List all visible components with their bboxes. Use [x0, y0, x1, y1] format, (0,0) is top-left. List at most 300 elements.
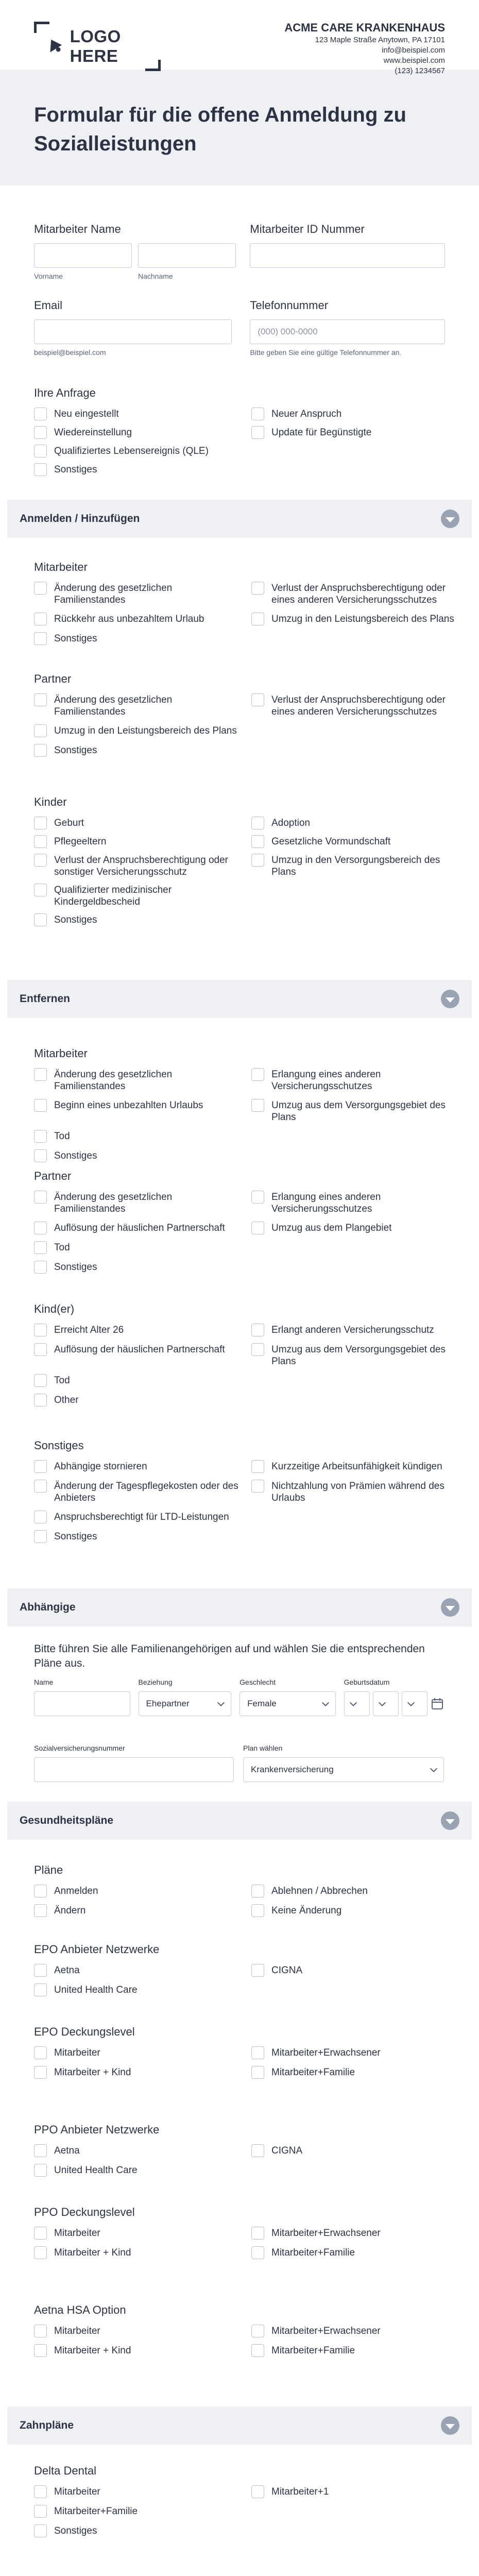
checkbox-label: Aetna	[54, 2145, 80, 2156]
checkbox[interactable]	[251, 2046, 264, 2059]
empty-cell	[251, 2525, 458, 2537]
checkbox-option[interactable]	[34, 445, 241, 457]
checkbox-option[interactable]	[34, 817, 241, 829]
empty-cell	[251, 1375, 458, 1387]
col-gender: Geschlecht	[239, 1678, 276, 1686]
email-sub: beispiel@beispiel.com	[34, 348, 106, 357]
checkbox-option[interactable]	[34, 427, 241, 439]
checkbox-label: Umzug aus dem Versorgungsgebiet des Plans	[271, 1344, 446, 1367]
empty-cell	[251, 633, 458, 645]
checkbox-label: United Health Care	[54, 2165, 138, 2176]
hsa-section	[0, 2303, 479, 2406]
add-partner-label: Partner	[34, 672, 72, 685]
checkbox-option[interactable]	[251, 2345, 458, 2357]
checkbox[interactable]	[251, 1099, 264, 1112]
empty-cell	[251, 1394, 458, 1406]
checkbox[interactable]	[251, 693, 264, 706]
checkbox[interactable]	[251, 817, 264, 829]
checkbox-option[interactable]	[251, 1885, 458, 1897]
band-health[interactable]	[7, 1802, 472, 1840]
checkbox-label: Änderung des gesetzlichen Familienstandes	[54, 1069, 173, 1092]
checkbox[interactable]	[34, 2505, 47, 2518]
checkbox-option[interactable]	[34, 2505, 241, 2518]
checkbox[interactable]	[34, 913, 47, 926]
col-plan: Plan wählen	[243, 1744, 283, 1752]
checkbox-option[interactable]	[251, 1069, 458, 1092]
checkbox-option[interactable]	[34, 1375, 241, 1387]
checkbox-label: Umzug in den Versorgungsbereich des Plans	[271, 855, 440, 877]
checkbox[interactable]	[251, 835, 264, 848]
title-band	[0, 70, 479, 185]
checkbox-option[interactable]	[34, 2247, 241, 2259]
page-title: Formular für die offene Anmeldung zu Sozialleistungen	[34, 104, 406, 155]
checkbox[interactable]	[251, 854, 264, 867]
checkbox[interactable]	[34, 2164, 47, 2177]
checkbox[interactable]	[251, 613, 264, 625]
checkbox-label: Sonstiges	[54, 1262, 97, 1273]
checkbox-option[interactable]	[34, 464, 241, 476]
checkbox-option[interactable]	[34, 1531, 241, 1543]
checkbox-option[interactable]	[251, 582, 458, 606]
checkbox[interactable]	[251, 1222, 264, 1234]
epo-level-options	[34, 2047, 445, 2079]
checkbox-option[interactable]	[34, 2345, 241, 2357]
chevron-down-icon[interactable]	[441, 2416, 459, 2435]
first-name-input[interactable]	[34, 243, 132, 268]
checkbox-option[interactable]	[34, 582, 241, 606]
empty-cell	[251, 2164, 458, 2177]
checkbox-label: Mitarbeiter+Erwachsener	[271, 2047, 381, 2058]
checkbox-option[interactable]	[34, 1069, 241, 1092]
checkbox[interactable]	[251, 2246, 264, 2259]
checkbox[interactable]	[251, 1885, 264, 1897]
checkbox-label: Änderung des gesetzlichen Familienstandes	[54, 694, 173, 717]
col-relation: Beziehung	[138, 1678, 173, 1686]
checkbox[interactable]	[34, 835, 47, 848]
phone-sub: Bitte geben Sie eine gültige Telefonnummer an.	[250, 348, 402, 357]
checkbox-label: Tod	[54, 1375, 70, 1386]
checkbox[interactable]	[251, 1480, 264, 1493]
empty-cell	[251, 914, 458, 926]
checkbox-option[interactable]	[251, 2047, 458, 2059]
checkbox-label: Neu eingestellt	[54, 409, 119, 419]
checkbox-option[interactable]	[251, 2145, 458, 2157]
checkbox-option[interactable]	[34, 2525, 241, 2537]
band-health-title: Gesundheitspläne	[20, 1815, 114, 1826]
checkbox[interactable]	[34, 693, 47, 706]
checkbox-label: Rückkehr aus unbezahltem Urlaub	[54, 614, 204, 624]
checkbox[interactable]	[251, 426, 264, 439]
checkbox[interactable]	[34, 1324, 47, 1336]
checkbox[interactable]	[251, 1324, 264, 1336]
empty-cell	[251, 725, 458, 737]
checkbox-option[interactable]	[34, 854, 241, 878]
company-phone: (123) 1234567	[395, 66, 445, 75]
checkbox[interactable]	[251, 2066, 264, 2079]
checkbox-label: Nichtzahlung von Prämien während des Urlaubs	[271, 1481, 444, 1503]
chevron-down-icon[interactable]	[441, 990, 459, 1008]
checkbox-label: Mitarbeiter+1	[271, 2486, 329, 2497]
checkbox[interactable]	[34, 817, 47, 829]
checkbox-label: Qualifizierter medizinischer Kindergeldbescheid	[54, 885, 172, 907]
dependents-intro: Bitte führen Sie alle Familienangehörigen auf und wählen Sie die entsprechenden Pläne aus.	[34, 1643, 425, 1669]
checkbox-option[interactable]	[251, 2247, 458, 2259]
checkbox[interactable]	[34, 1191, 47, 1204]
checkbox-option[interactable]	[34, 2227, 241, 2240]
checkbox-option[interactable]	[251, 427, 458, 439]
empty-cell	[251, 1511, 458, 1523]
dob-day-select[interactable]	[373, 1691, 399, 1716]
checkbox-label: Erlangt anderen Versicherungsschutz	[271, 1325, 434, 1335]
dob-month-select[interactable]	[344, 1691, 370, 1716]
checkbox-option[interactable]	[251, 694, 458, 718]
checkbox-option[interactable]	[34, 2325, 241, 2337]
plans-options	[34, 1885, 445, 1917]
empty-cell	[251, 1242, 458, 1254]
dep-plan-select[interactable]	[243, 1757, 444, 1782]
delta-options	[34, 2486, 445, 2537]
checkbox-label: Wiedereinstellung	[54, 427, 132, 438]
checkbox-option[interactable]	[34, 2047, 241, 2059]
add-employee-section	[0, 538, 479, 664]
checkbox[interactable]	[34, 1374, 47, 1387]
checkbox[interactable]	[251, 2144, 264, 2157]
calendar-icon[interactable]	[431, 1697, 444, 1710]
checkbox-label: Umzug aus dem Plangebiet	[271, 1223, 392, 1233]
checkbox[interactable]	[34, 445, 47, 457]
checkbox[interactable]	[34, 1261, 47, 1274]
checkbox[interactable]	[34, 426, 47, 439]
checkbox-option[interactable]	[251, 1461, 458, 1473]
checkbox[interactable]	[34, 1149, 47, 1162]
checkbox-option[interactable]	[34, 1984, 241, 1996]
first-name-sub: Vorname	[34, 272, 63, 280]
col-name: Name	[34, 1678, 54, 1686]
company-address: 123 Maple Straße Anytown, PA 17101	[315, 36, 445, 44]
empty-cell	[251, 1261, 458, 1274]
checkbox-label: Verlust der Anspruchsberechtigung oder sonstiger Versicherungsschutz	[54, 855, 228, 877]
checkbox-label: Beginn eines unbezahlten Urlaubs	[54, 1100, 203, 1111]
checkbox[interactable]	[34, 1480, 47, 1493]
remove-other-options	[34, 1461, 445, 1543]
checkbox[interactable]	[34, 463, 47, 476]
checkbox-label: Tod	[54, 1131, 70, 1142]
checkbox-option[interactable]	[34, 2486, 241, 2498]
add-children-section	[0, 795, 479, 980]
checkbox[interactable]	[34, 632, 47, 645]
checkbox[interactable]	[34, 2485, 47, 2498]
checkbox-label: Geburt	[54, 818, 84, 828]
empty-cell	[251, 1130, 458, 1143]
checkbox-option[interactable]	[251, 1099, 458, 1123]
empty-cell	[251, 744, 458, 757]
checkbox[interactable]	[34, 582, 47, 595]
checkbox[interactable]	[34, 2066, 47, 2079]
logo-mark-icon	[48, 38, 64, 55]
remove-other-section	[0, 1439, 479, 1588]
checkbox[interactable]	[34, 1130, 47, 1143]
email-label: Email	[34, 299, 63, 312]
band-add[interactable]	[7, 500, 472, 538]
remove-employee-label: Mitarbeiter	[34, 1047, 88, 1060]
checkbox-option[interactable]	[34, 1191, 241, 1215]
checkbox-label: United Health Care	[54, 1985, 138, 1995]
dep-gender-select[interactable]	[239, 1691, 336, 1716]
checkbox-label: Erreicht Alter 26	[54, 1325, 124, 1335]
col-ssn: Sozialversicherungsnummer	[34, 1744, 125, 1752]
form-header	[0, 0, 479, 75]
checkbox-label: Auflösung der häuslichen Partnerschaft	[54, 1344, 225, 1355]
checkbox-option[interactable]	[251, 854, 458, 878]
checkbox[interactable]	[34, 1460, 47, 1473]
add-partner-section	[0, 664, 479, 795]
checkbox[interactable]	[34, 2344, 47, 2357]
employee-id-input[interactable]	[250, 243, 445, 268]
phone-input[interactable]: (000) 000-0000	[250, 319, 445, 344]
plans-section	[0, 1840, 479, 1943]
checkbox[interactable]	[251, 1343, 264, 1356]
checkbox-label: Mitarbeiter+Erwachsener	[271, 2228, 381, 2239]
checkbox-label: CIGNA	[271, 2145, 303, 2156]
checkbox-option[interactable]	[251, 1964, 458, 1977]
checkbox[interactable]	[34, 2227, 47, 2240]
dep-relation-select[interactable]	[139, 1691, 232, 1716]
delta-section	[0, 2445, 479, 2576]
checkbox[interactable]	[34, 1068, 47, 1081]
epo-label: EPO Anbieter Netzwerke	[34, 1943, 160, 1956]
checkbox-option[interactable]	[34, 725, 241, 737]
checkbox-label: Update für Begünstigte	[271, 427, 372, 438]
checkbox-option[interactable]	[34, 1150, 241, 1162]
checkbox-label: Ändern	[54, 1905, 86, 1916]
checkbox-option[interactable]	[34, 1905, 241, 1917]
checkbox-label: Mitarbeiter+Familie	[271, 2247, 355, 2258]
checkbox[interactable]	[251, 1068, 264, 1081]
checkbox-label: Änderung des gesetzlichen Familienstandes	[54, 583, 173, 605]
band-remove-title: Entfernen	[20, 993, 71, 1005]
add-partner-options	[34, 694, 445, 757]
checkbox-option[interactable]	[34, 1261, 241, 1274]
checkbox[interactable]	[251, 2325, 264, 2337]
hsa-label: Aetna HSA Option	[34, 2303, 126, 2316]
ppo-section	[0, 2123, 479, 2206]
plans-label: Pläne	[34, 1863, 63, 1876]
checkbox[interactable]	[34, 2246, 47, 2259]
checkbox-option[interactable]	[34, 2145, 241, 2157]
band-remove[interactable]	[7, 980, 472, 1018]
employee-id-label: Mitarbeiter ID Nummer	[250, 223, 365, 235]
checkbox[interactable]	[34, 1511, 47, 1523]
checkbox[interactable]	[34, 884, 47, 896]
checkbox-option[interactable]	[34, 1511, 241, 1523]
checkbox-option[interactable]	[34, 1964, 241, 1977]
epo-level-section	[0, 2025, 479, 2123]
delta-label: Delta Dental	[34, 2464, 97, 2477]
checkbox-label: Umzug in den Leistungsbereich des Plans	[271, 614, 454, 624]
chevron-down-icon[interactable]	[441, 1811, 459, 1830]
empty-cell	[251, 1984, 458, 1996]
checkbox-option[interactable]	[34, 1130, 241, 1143]
checkbox-label: Adoption	[271, 818, 311, 828]
checkbox[interactable]	[251, 1964, 264, 1977]
checkbox-label: Gesetzliche Vormundschaft	[271, 836, 391, 847]
checkbox-option[interactable]	[34, 1324, 241, 1336]
epo-level-label: EPO Deckungslevel	[34, 2025, 135, 2038]
checkbox-label: Anspruchsberechtigt für LTD-Leistungen	[54, 1512, 229, 1522]
checkbox-option[interactable]	[251, 2066, 458, 2079]
checkbox-label: Mitarbeiter	[54, 2326, 100, 2336]
checkbox-option[interactable]	[34, 1885, 241, 1897]
checkbox-label: Verlust der Anspruchsberechtigung oder eines anderen Versicherungsschutzes	[271, 583, 446, 605]
checkbox-option[interactable]	[251, 1905, 458, 1917]
remove-employee-section	[0, 1018, 479, 1163]
logo	[34, 22, 161, 71]
checkbox[interactable]	[34, 854, 47, 867]
checkbox[interactable]	[34, 1343, 47, 1356]
checkbox[interactable]	[34, 744, 47, 757]
checkbox-option[interactable]	[34, 1480, 241, 1504]
ppo-level-section	[0, 2206, 479, 2303]
checkbox-option[interactable]	[34, 633, 241, 645]
employee-name-label: Mitarbeiter Name	[34, 223, 121, 235]
empty-cell	[251, 1531, 458, 1543]
checkbox-option[interactable]	[34, 1394, 241, 1406]
checkbox-option[interactable]	[251, 1324, 458, 1336]
checkbox-label: Auflösung der häuslichen Partnerschaft	[54, 1223, 225, 1233]
band-dental-title: Zahnpläne	[20, 2419, 74, 2431]
band-dental[interactable]	[7, 2406, 472, 2445]
checkbox[interactable]	[251, 1191, 264, 1204]
checkbox[interactable]	[34, 2325, 47, 2337]
checkbox-label: Abhängige stornieren	[54, 1461, 147, 1472]
checkbox-option[interactable]	[34, 836, 241, 848]
checkbox-option[interactable]	[34, 1242, 241, 1254]
checkbox[interactable]	[34, 2144, 47, 2157]
dep-name-input[interactable]	[34, 1691, 130, 1716]
checkbox-option[interactable]	[251, 1344, 458, 1367]
checkbox-option[interactable]	[34, 408, 241, 420]
checkbox[interactable]	[251, 582, 264, 595]
checkbox-option[interactable]	[251, 1480, 458, 1504]
checkbox-label: Sonstiges	[54, 633, 97, 644]
email-input[interactable]	[34, 319, 232, 344]
checkbox-option[interactable]	[34, 1461, 241, 1473]
checkbox[interactable]	[34, 1241, 47, 1254]
dob-year-select[interactable]	[402, 1691, 427, 1716]
checkbox-label: Sonstiges	[54, 1150, 97, 1161]
checkbox-option[interactable]	[34, 2066, 241, 2079]
checkbox-label: Neuer Anspruch	[271, 409, 342, 419]
checkbox[interactable]	[34, 2524, 47, 2537]
company-info	[284, 21, 445, 76]
checkbox[interactable]	[251, 1904, 264, 1917]
checkbox-label: Sonstiges	[54, 1531, 97, 1542]
checkbox[interactable]	[34, 1964, 47, 1977]
checkbox[interactable]	[34, 613, 47, 625]
checkbox-option[interactable]	[34, 1099, 241, 1123]
checkbox-option[interactable]	[251, 817, 458, 829]
checkbox-option[interactable]	[251, 1191, 458, 1215]
checkbox[interactable]	[251, 2485, 264, 2498]
checkbox-option[interactable]	[251, 613, 458, 625]
checkbox-option[interactable]	[251, 2325, 458, 2337]
chevron-down-icon[interactable]	[441, 1598, 459, 1617]
last-name-input[interactable]	[138, 243, 236, 268]
checkbox-option[interactable]	[251, 836, 458, 848]
band-dependents[interactable]	[7, 1588, 472, 1626]
checkbox[interactable]	[34, 1904, 47, 1917]
empty-cell	[251, 1150, 458, 1162]
company-web: www.beispiel.com	[383, 56, 445, 65]
request-label: Ihre Anfrage	[34, 386, 96, 399]
checkbox-label: Mitarbeiter	[54, 2228, 100, 2239]
checkbox-label: Sonstiges	[54, 914, 97, 925]
checkbox-option[interactable]	[34, 744, 241, 757]
checkbox-option[interactable]	[34, 1344, 241, 1367]
checkbox[interactable]	[34, 1394, 47, 1406]
checkbox-label: CIGNA	[271, 1965, 303, 1976]
checkbox-label: Änderung der Tagespflegekosten oder des Anbieters	[54, 1481, 238, 1503]
ppo-options	[34, 2145, 445, 2177]
checkbox[interactable]	[251, 2227, 264, 2240]
contact-section	[0, 299, 479, 381]
checkbox[interactable]	[34, 1222, 47, 1234]
hsa-options	[34, 2325, 445, 2357]
checkbox[interactable]	[34, 724, 47, 737]
checkbox-label: Sonstiges	[54, 464, 97, 475]
checkbox-label: Ablehnen / Abbrechen	[271, 1886, 368, 1896]
checkbox-label: Änderung des gesetzlichen Familienstandes	[54, 1192, 173, 1214]
checkbox-option[interactable]	[251, 1222, 458, 1234]
checkbox-label: Mitarbeiter	[54, 2047, 100, 2058]
remove-partner-label: Partner	[34, 1170, 72, 1182]
add-children-options	[34, 817, 445, 926]
checkbox[interactable]	[251, 1460, 264, 1473]
checkbox[interactable]	[34, 408, 47, 420]
checkbox-label: Anmelden	[54, 1886, 98, 1896]
band-add-title: Anmelden / Hinzufügen	[20, 513, 140, 524]
checkbox[interactable]	[34, 1099, 47, 1112]
dep-ssn-input[interactable]	[34, 1757, 234, 1782]
checkbox-option[interactable]	[34, 884, 241, 908]
checkbox[interactable]	[34, 1885, 47, 1897]
checkbox-option[interactable]	[34, 694, 241, 718]
checkbox[interactable]	[34, 1984, 47, 1996]
checkbox[interactable]	[251, 408, 264, 420]
checkbox-option[interactable]	[34, 1222, 241, 1234]
band-dependents-title: Abhängige	[20, 1601, 76, 1613]
checkbox-option[interactable]	[251, 2486, 458, 2498]
checkbox[interactable]	[34, 1530, 47, 1543]
chevron-down-icon[interactable]	[441, 510, 459, 528]
checkbox-label: Umzug aus dem Versorgungsgebiet des Plans	[271, 1100, 446, 1123]
checkbox-option[interactable]	[34, 914, 241, 926]
checkbox-label: Erlangung eines anderen Versicherungsschutzes	[271, 1192, 381, 1214]
checkbox-option[interactable]	[251, 408, 458, 420]
col-dob: Geburtsdatum	[344, 1678, 390, 1686]
checkbox-option[interactable]	[251, 2227, 458, 2240]
remove-children-section	[0, 1302, 479, 1439]
checkbox[interactable]	[34, 2046, 47, 2059]
checkbox-label: Sonstiges	[54, 745, 97, 756]
ppo-level-options	[34, 2227, 445, 2259]
company-name: ACME CARE KRANKENHAUS	[284, 21, 445, 34]
checkbox-option[interactable]	[34, 613, 241, 625]
checkbox-option[interactable]	[34, 2164, 241, 2177]
remove-other-label: Sonstiges	[34, 1439, 84, 1452]
checkbox[interactable]	[251, 2344, 264, 2357]
empty-cell	[251, 464, 458, 476]
